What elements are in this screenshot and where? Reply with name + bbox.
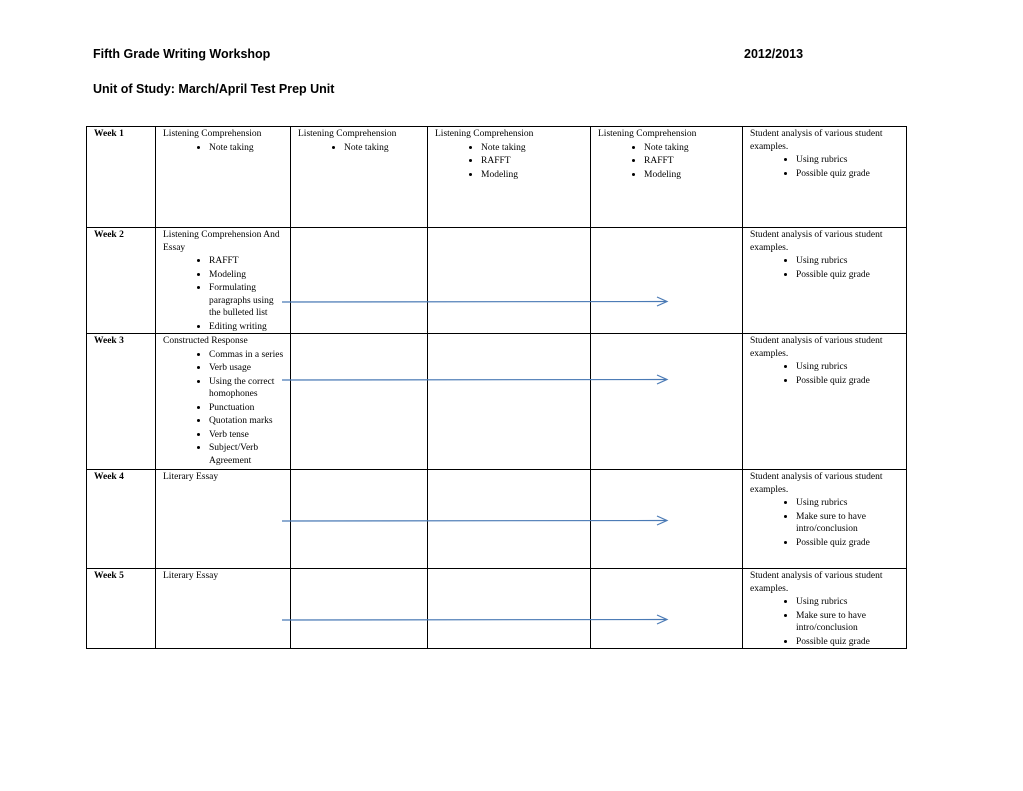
cell-heading: Literary Essay	[163, 472, 219, 482]
plan-cell	[291, 569, 428, 649]
list-item: • Modeling	[644, 168, 736, 182]
cell-heading: Student analysis of various student examples.	[750, 472, 883, 495]
cell-heading: Literary Essay	[163, 571, 219, 581]
plan-cell	[428, 470, 591, 569]
plan-cell	[743, 569, 907, 649]
bullet-list	[435, 141, 584, 182]
week-label: Week 4	[87, 470, 156, 569]
plan-cell	[156, 228, 291, 334]
list-item: • Possible quiz grade	[796, 536, 900, 550]
document-title: Fifth Grade Writing Workshop	[93, 47, 271, 61]
list-item: • Note taking	[209, 141, 284, 155]
list-item: • Punctuation	[209, 401, 284, 415]
plan-cell	[156, 127, 291, 228]
list-item: • Formulating paragraphs using the bulleted list	[209, 281, 284, 320]
bullet-list	[163, 348, 284, 468]
bullet-list	[163, 141, 284, 155]
cell-heading: Listening Comprehension	[435, 129, 534, 139]
table-row	[87, 334, 907, 470]
list-item: • Using rubrics	[796, 595, 900, 609]
list-item: • Using the correct homophones	[209, 375, 284, 401]
plan-cell	[591, 334, 743, 470]
bullet-list	[163, 254, 284, 333]
list-item: • Using rubrics	[796, 496, 900, 510]
list-item: • Commas in a series	[209, 348, 284, 362]
list-item: • Quotation marks	[209, 414, 284, 428]
list-item: • Modeling	[209, 268, 284, 282]
plan-cell	[428, 334, 591, 470]
week-label: Week 3	[87, 334, 156, 470]
list-item: • Verb tense	[209, 428, 284, 442]
list-item: • Modeling	[481, 168, 584, 182]
list-item: • Possible quiz grade	[796, 635, 900, 649]
list-item: • Make sure to have intro/conclusion	[796, 609, 900, 635]
plan-cell	[591, 569, 743, 649]
cell-heading: Student analysis of various student examples.	[750, 571, 883, 594]
plan-cell	[291, 127, 428, 228]
plan-cell	[743, 127, 907, 228]
plan-cell	[591, 228, 743, 334]
plan-cell	[743, 228, 907, 334]
weekly-plan-table	[86, 126, 907, 649]
bullet-list	[750, 595, 900, 648]
list-item: • Using rubrics	[796, 153, 900, 167]
list-item: • Possible quiz grade	[796, 167, 900, 181]
plan-cell	[156, 470, 291, 569]
list-item: • RAFFT	[481, 154, 584, 168]
week-label: Week 2	[87, 228, 156, 334]
cell-heading: Listening Comprehension And Essay	[163, 230, 280, 253]
plan-cell	[428, 569, 591, 649]
bullet-list	[750, 360, 900, 387]
plan-cell	[743, 334, 907, 470]
table-row	[87, 569, 907, 649]
cell-heading: Listening Comprehension	[163, 129, 262, 139]
table-row	[87, 127, 907, 228]
cell-heading: Student analysis of various student examples.	[750, 129, 883, 152]
list-item: • Note taking	[481, 141, 584, 155]
plan-cell	[591, 127, 743, 228]
list-item: • RAFFT	[644, 154, 736, 168]
plan-cell	[428, 228, 591, 334]
school-year: 2012/2013	[744, 47, 804, 61]
bullet-list	[298, 141, 421, 155]
week-label: Week 5	[87, 569, 156, 649]
cell-heading: Constructed Response	[163, 336, 248, 346]
list-item: • Using rubrics	[796, 360, 900, 374]
list-item: • Make sure to have intro/conclusion	[796, 510, 900, 536]
cell-heading: Listening Comprehension	[598, 129, 697, 139]
list-item: • Editing writing	[209, 320, 284, 334]
bullet-list	[750, 254, 900, 281]
week-label: Week 1	[87, 127, 156, 228]
plan-cell	[291, 334, 428, 470]
list-item: • Using rubrics	[796, 254, 900, 268]
cell-heading: Student analysis of various student examples.	[750, 230, 883, 253]
list-item: • Verb usage	[209, 361, 284, 375]
bullet-list	[750, 496, 900, 549]
unit-of-study: Unit of Study: March/April Test Prep Unit	[93, 82, 335, 96]
plan-cell	[291, 228, 428, 334]
plan-cell	[156, 569, 291, 649]
bullet-list	[598, 141, 736, 182]
plan-cell	[428, 127, 591, 228]
cell-heading: Student analysis of various student examples.	[750, 336, 883, 359]
list-item: • Subject/Verb Agreement	[209, 441, 284, 467]
list-item: • Note taking	[344, 141, 421, 155]
list-item: • Possible quiz grade	[796, 268, 900, 282]
list-item: • Note taking	[644, 141, 736, 155]
list-item: • RAFFT	[209, 254, 284, 268]
cell-heading: Listening Comprehension	[298, 129, 397, 139]
bullet-list	[750, 153, 900, 180]
table-row	[87, 470, 907, 569]
plan-cell	[591, 470, 743, 569]
plan-cell	[291, 470, 428, 569]
plan-cell	[156, 334, 291, 470]
plan-cell	[743, 470, 907, 569]
table-row	[87, 228, 907, 334]
list-item: • Possible quiz grade	[796, 374, 900, 388]
